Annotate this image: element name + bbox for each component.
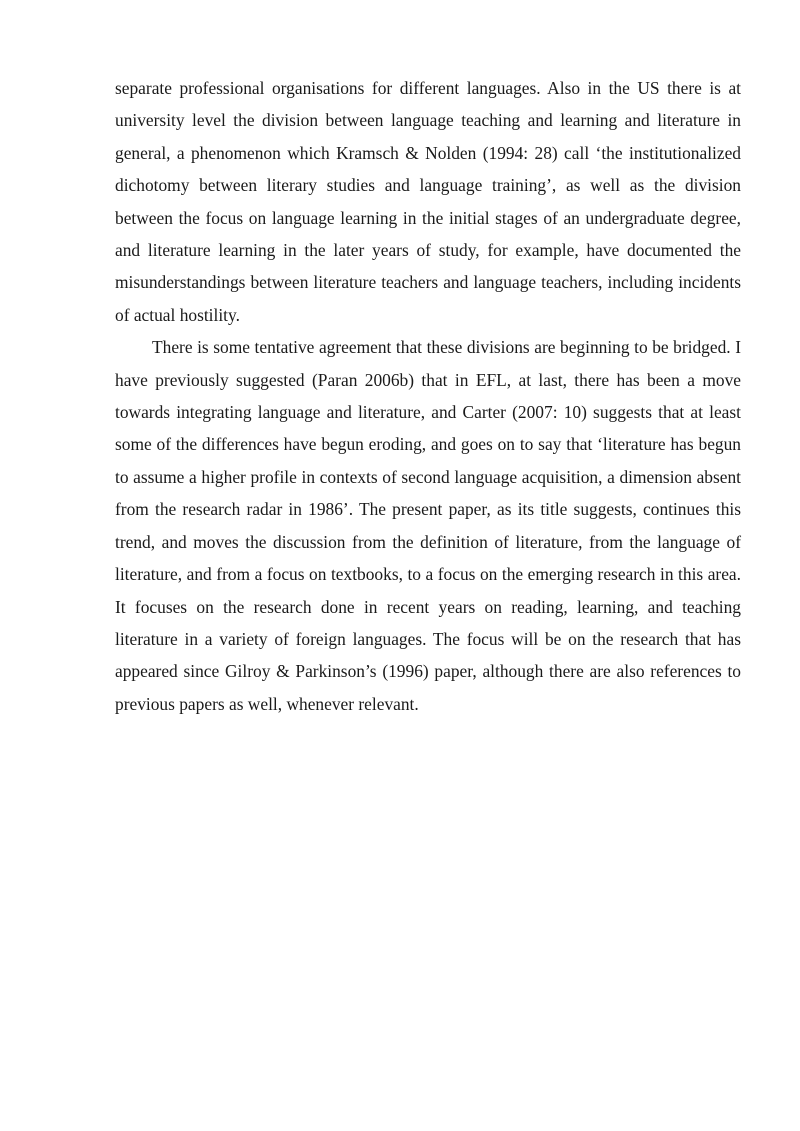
paragraph-divisions-bridged: There is some tentative agreement that these divisions are beginning to be bridged. I have previously suggested (Paran 2006b) that in EFL, at last, there has been a move towards integrating language and literature, and Carter (2007: 10) suggests that at least some of the differences have begun eroding, and goes on to say that ‘literature has begun to assume a higher profile in contexts of second language acquisition, a dimension absent from the research radar in 1986’. The present paper, as its title suggests, continues this trend, and moves the discussion from the definition of literature, from the language of literature, and from a focus on textbooks, to a focus on the emerging research in this area. It focuses on the research done in recent years on reading, learning, and teaching literature in a variety of foreign languages. The focus will be on the research that has appeared since Gilroy & Parkinson’s (1996) paper, although there are also references to previous papers as well, whenever relevant. — [115, 337, 741, 714]
document-body — [115, 72, 741, 720]
paragraph-continuation: separate professional organisations for different languages. Also in the US there is at university level the division between language teaching and learning and literature in general, a phenomenon which Kramsch & Nolden (1994: 28) call ‘the institutionalized dichotomy between literary studies and language training’, as well as the division between the focus on language learning in the initial stages of an undergraduate degree, and literature learning in the later years of study, for example, have documented the misunderstandings between literature teachers and language teachers, including incidents of actual hostility. — [115, 78, 741, 325]
